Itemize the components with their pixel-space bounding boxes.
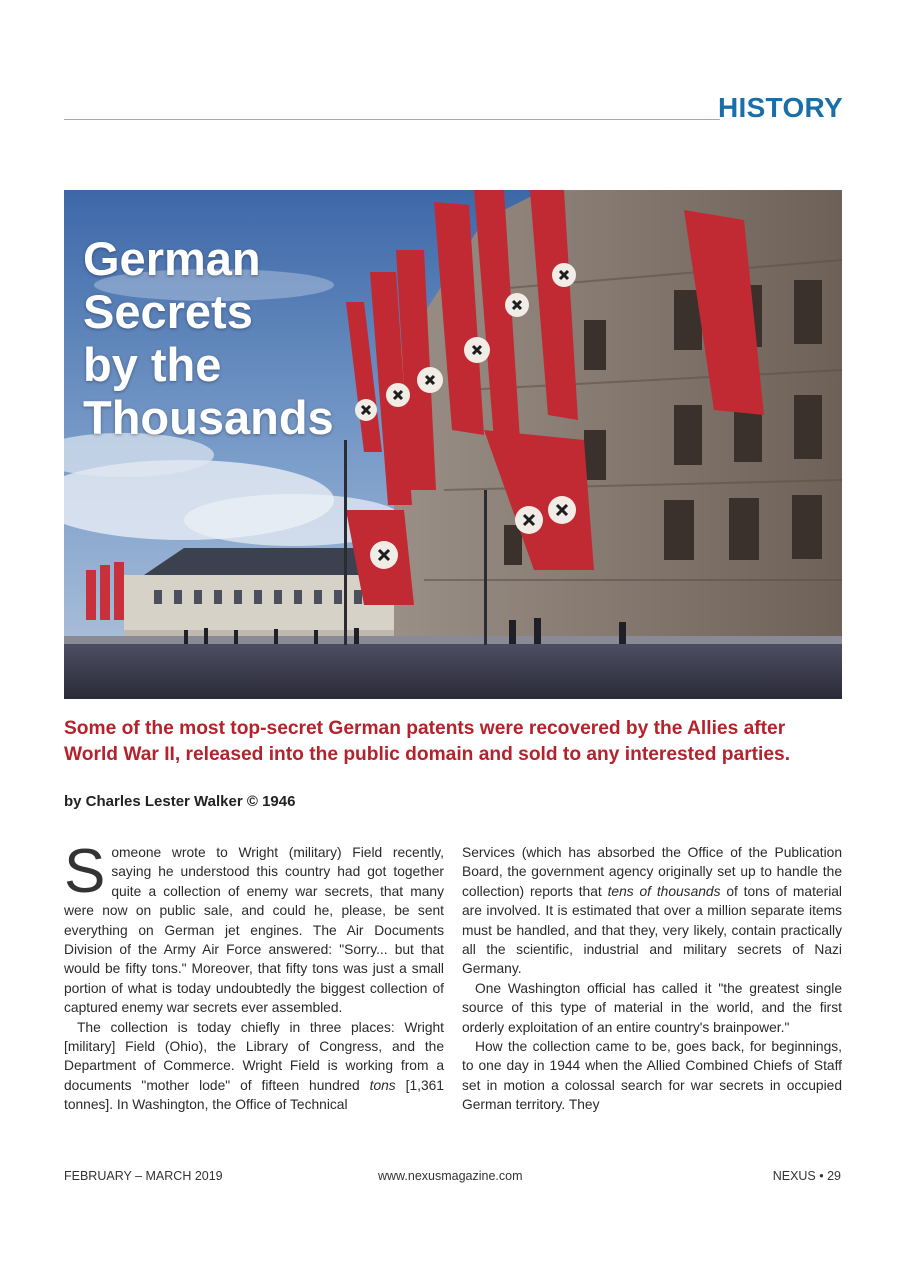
footer-page-number: NEXUS • 29 bbox=[772, 1169, 841, 1183]
title-line: German bbox=[83, 232, 261, 285]
section-rule bbox=[64, 119, 720, 120]
drop-cap: S bbox=[64, 837, 106, 906]
footer-issue-date: FEBRUARY – MARCH 2019 bbox=[64, 1169, 223, 1183]
paragraph: The collection is today chiefly in three places: Wright [military] Field (Ohio), the Library of Congress, and the Department of Commerce. Wright Field is working from a documents "mother lode" of fifteen hundred tons [1,361 tonnes]. In Washington, the Office of Technical bbox=[64, 1019, 444, 1113]
footer-url[interactable]: www.nexusmagazine.com bbox=[378, 1169, 523, 1183]
paragraph: Services (which has absorbed the Office of the Publication Board, the government agency originally set up to handle the collection) reports that tens of thousands of tons of material are involved. It is estimated that over a million separate items must be handled, and that they, very likely, contain practically all the scientific, industrial and military secrets of Nazi Germany. bbox=[462, 845, 842, 977]
hero-photo bbox=[64, 190, 842, 699]
paragraph: How the collection came to be, goes back, for beginnings, to one day in 1944 when the Allied Combined Chiefs of Staff set in motion a colossal search for war secrets in occupied German territory. They bbox=[462, 1039, 842, 1113]
article-title bbox=[83, 232, 383, 444]
title-line: Secrets bbox=[83, 285, 253, 338]
body-column-right bbox=[462, 843, 842, 1115]
paragraph: One Washington official has called it "the greatest single source of this type of material in the world, and the first orderly exploitation of an entire country's brainpower." bbox=[462, 980, 842, 1035]
title-line: by the bbox=[83, 338, 222, 391]
body-column-left bbox=[64, 837, 444, 1115]
paragraph: Someone wrote to Wright (military) Field recently, saying he understood this country had got together quite a collection of enemy war secrets, that many were now on public sale, and could he, please, be sent everything on German jet engines. The Air Documents Division of the Army Air Force answered: "Sorry... but that would be fifty tons." Moreover, that fifty tons was just a small portion of what is today undoubtedly the biggest collection of captured enemy war secrets ever assembled. bbox=[64, 837, 444, 1016]
byline: by Charles Lester Walker © 1946 bbox=[64, 793, 296, 810]
title-line: Thousands bbox=[83, 391, 334, 444]
section-label: HISTORY bbox=[717, 92, 843, 123]
standfirst: Some of the most top-secret German patents were recovered by the Allies after World War II, released into the public domain and sold to any interested parties. bbox=[64, 718, 791, 765]
